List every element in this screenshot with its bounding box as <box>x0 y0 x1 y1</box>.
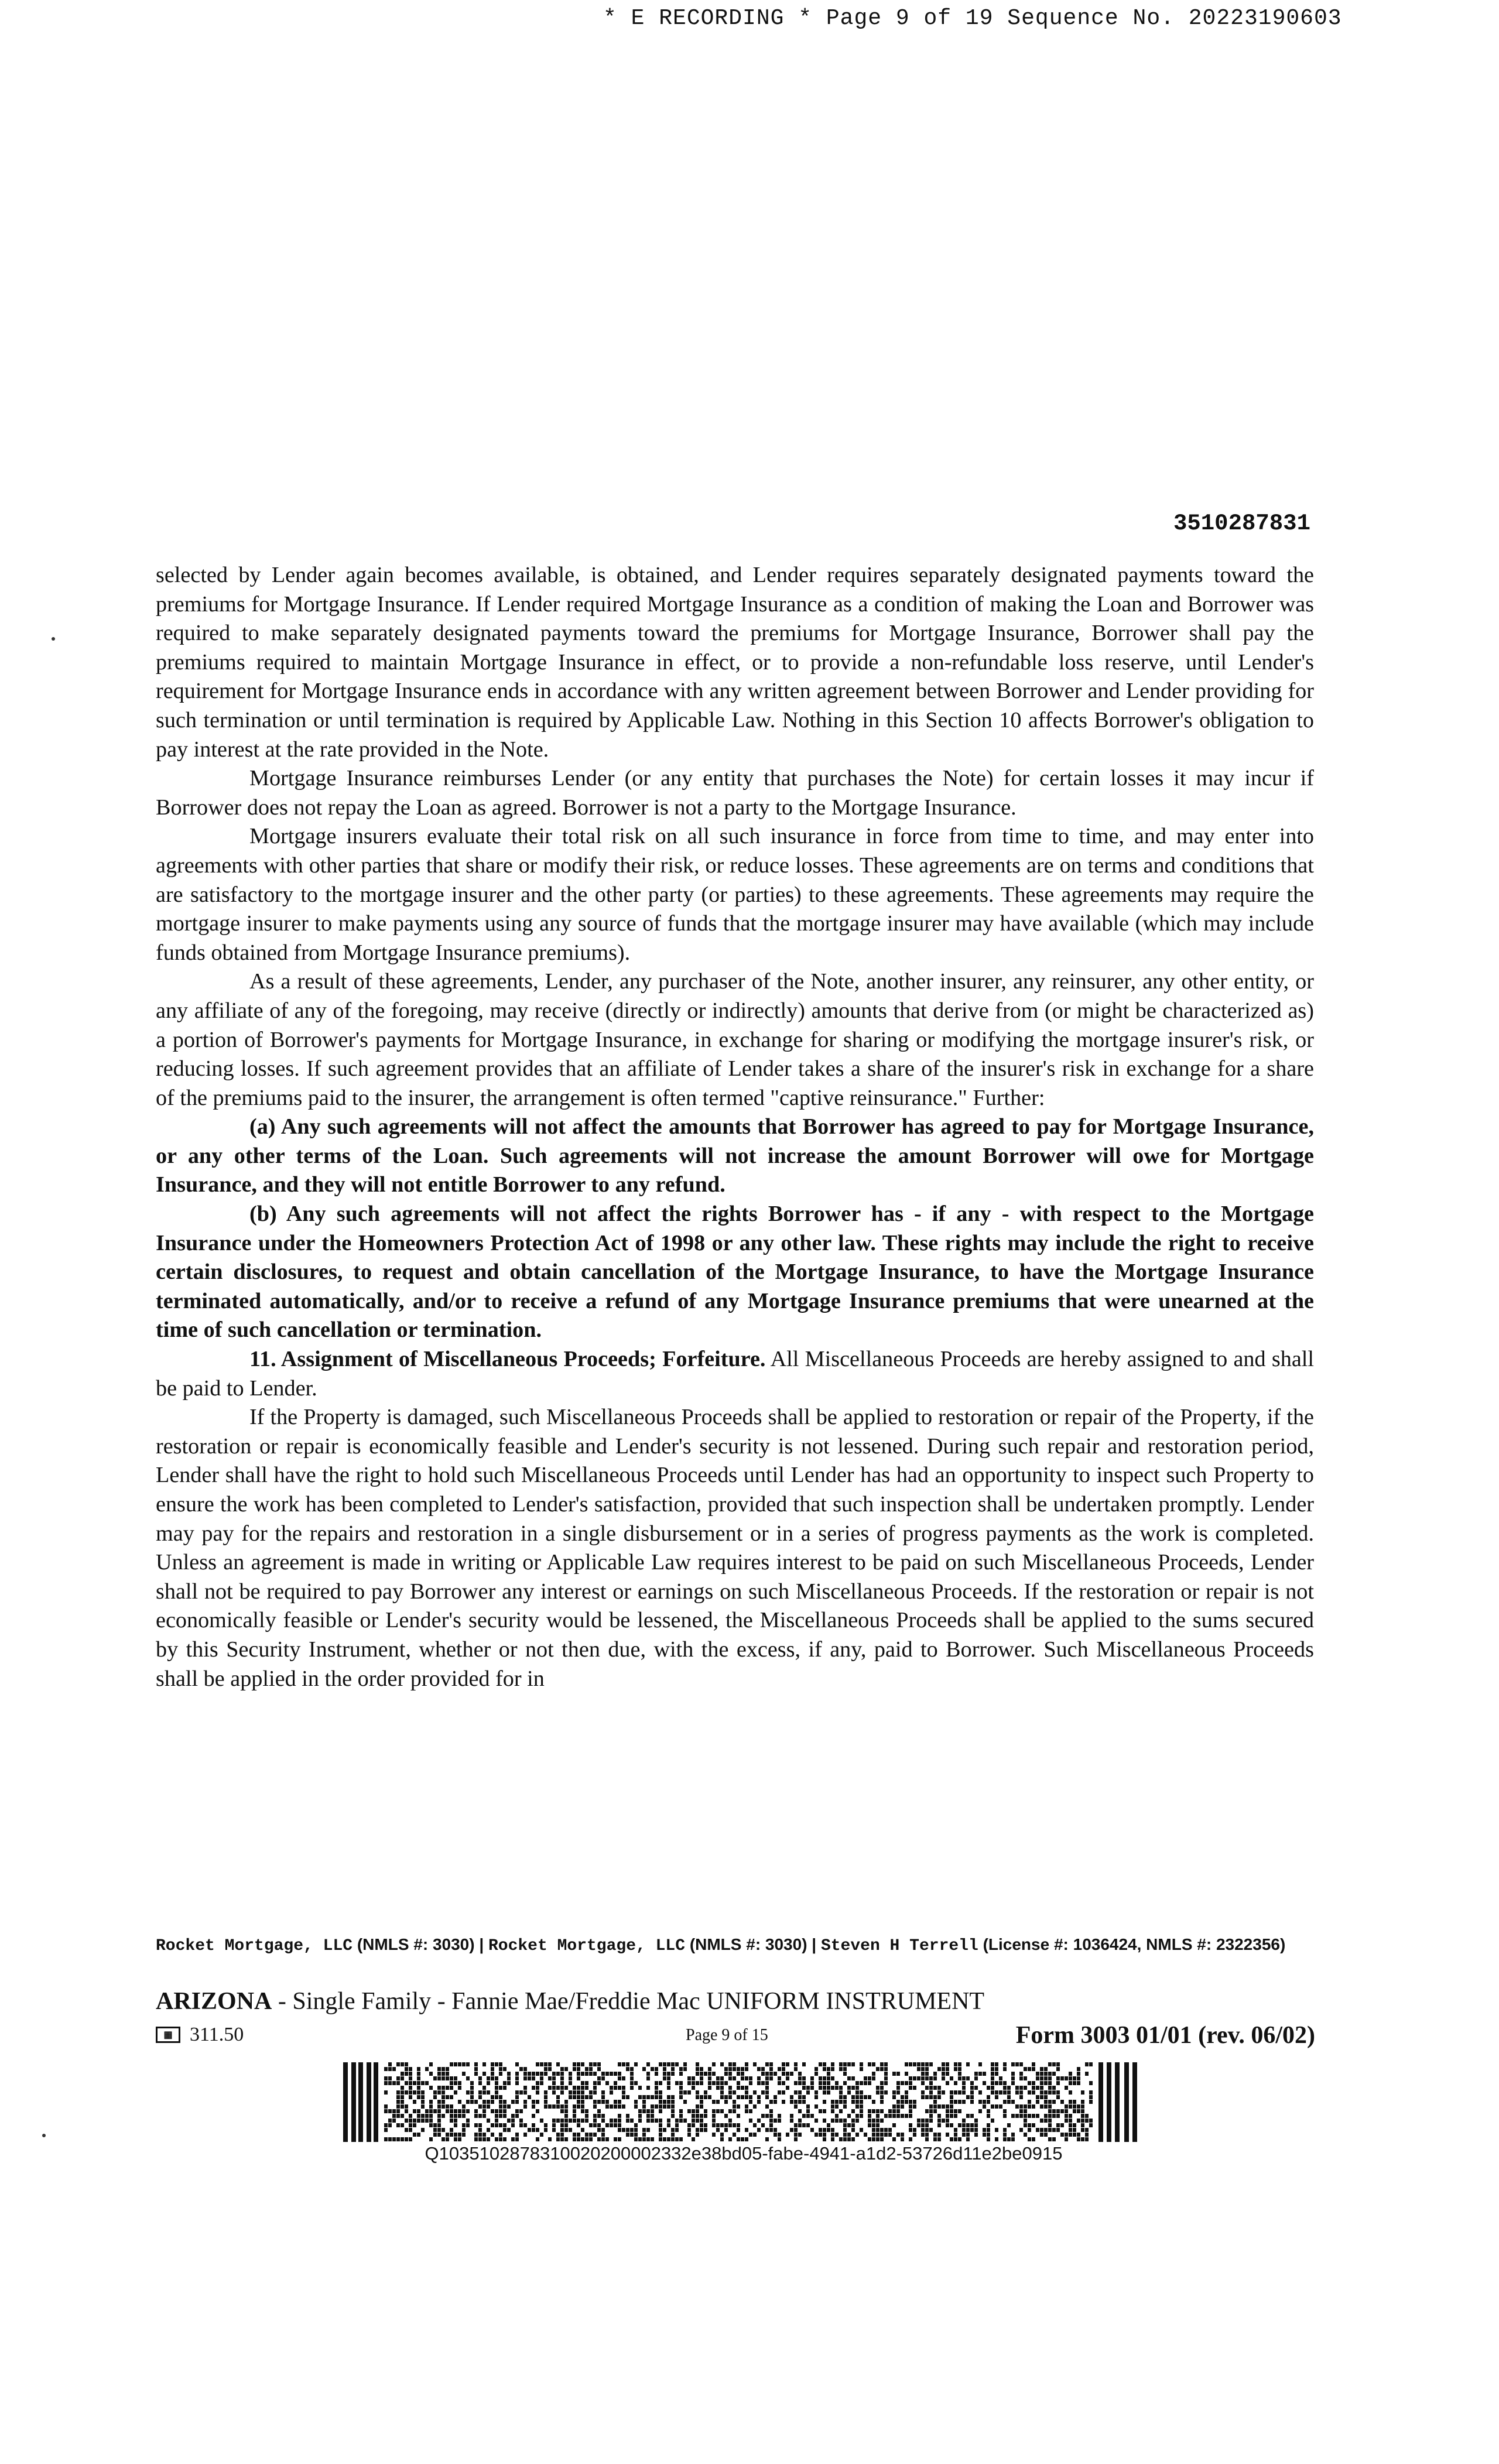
lender-name-2: Rocket Mortgage, LLC <box>488 1937 686 1955</box>
page-number: Page 9 of 15 <box>686 2026 768 2044</box>
paragraph-property-damaged: If the Property is damaged, such Miscellaneous Proceeds shall be applied to restoration or repair of the Property, if the restoration or repair is economically feasible and Lender's security is not lessened. During such repair and restoration period, Lender shall have the right to hold such Miscellaneous Proceeds until Lender has had an opportunity to inspect such Property to ensure the work has been completed to Lender's satisfaction, provided that such inspection shall be undertaken promptly. Lender may pay for the repairs and restoration in a single disbursement or in a series of progress payments as the work is completed. Unless an agreement is made in writing or Applicable Law requires interest to be paid on such Miscellaneous Proceeds, Lender shall not be required to pay Borrower any interest or earnings on such Miscellaneous Proceeds. If the restoration or repair is not economically feasible or Lender's security would be lessened, the Miscellaneous Proceeds shall be applied to the sums secured by this Security Instrument, whether or not then due, with the excess, if any, paid to Borrower. Such Miscellaneous Proceeds shall be applied in the order provided for in <box>156 1405 1314 1691</box>
barcode-image <box>343 2062 1139 2142</box>
form-number: Form 3003 01/01 (rev. 06/02) <box>1015 2022 1315 2049</box>
paragraph-continuation: selected by Lender again becomes available, is obtained, and Lender requires separately designated payments toward the premiums for Mortgage Insurance. If Lender required Mortgage Insurance as a condition of making the Loan and Borrower was required to make separately designated payments toward the premiums for Mortgage Insurance, Borrower shall pay the premiums required to maintain Mortgage Insurance in effect, or to provide a non-refundable loss reserve, until Lender's requirement for Mortgage Insurance ends in accordance with any written agreement between Borrower and Lender providing for such termination or until termination is required by Applicable Law. Nothing in this Section 10 affects Borrower's obligation to pay interest at the rate provided in the Note. <box>156 563 1314 762</box>
form-code-number: 311.50 <box>190 2024 244 2045</box>
barcode-text: Q1035102878310020200002332e38bd05-fabe-4941-a1d2-53726d11e2be0915 <box>425 2143 1063 2164</box>
lender-nmls: (NMLS #: 3030) | <box>357 1935 484 1953</box>
footer-row <box>156 2021 1315 2051</box>
paragraph-mi-reimburses: Mortgage Insurance reimburses Lender (or any entity that purchases the Note) for certain losses it may incur if Borrower does not repay the Loan as agreed. Borrower is not a party to the Mortgage Insurance. <box>156 766 1314 820</box>
form-code <box>156 2024 244 2046</box>
scan-speck <box>42 2134 46 2137</box>
paragraph-mi-insurers: Mortgage insurers evaluate their total risk on all such insurance in force from time to time, and may enter into agreements with other parties that share or modify their risk, or reduce losses. These agreements are on terms and conditions that are satisfactory to the mortgage insurer and the other party (or parties) to these agreements. These agreements may require the mortgage insurer to make payments using any source of funds that the mortgage insurer may have available (which may include funds obtained from Mortgage Insurance premiums). <box>156 824 1314 965</box>
recording-header: * E RECORDING * Page 9 of 19 Sequence No. 20223190603 <box>603 6 1342 31</box>
loan-number: 3510287831 <box>1173 511 1310 536</box>
document-body <box>156 561 1314 1693</box>
paragraph-clause-b: (b) Any such agreements will not affect the rights Borrower has - if any - with respect to the Mortgage Insurance under the Homeowners Protection Act of 1998 or any other law. These rights may include the right to receive certain disclosures, to request and obtain cancellation of the Mortgage Insurance, to have the Mortgage Insurance terminated automatically, and/or to receive a refund of any Mortgage Insurance premiums that were unearned at the time of such cancellation or termination. <box>156 1202 1314 1343</box>
originator-license: (License #: 1036424, NMLS #: 2322356) <box>983 1935 1286 1953</box>
form-title <box>156 1987 984 2015</box>
section-11-text: All Miscellaneous Proceeds are hereby assigned to and shall be paid to Lender. <box>156 1347 1314 1401</box>
paragraph-clause-a: (a) Any such agreements will not affect the amounts that Borrower has agreed to pay for Mortgage Insurance, or any other terms of the Loan. Such agreements will not increase the amount Borrower will owe for Mortgage Insurance, and they will not entitle Borrower to any refund. <box>156 1114 1314 1197</box>
form-state: ARIZONA <box>156 1988 272 2015</box>
lender-name: Rocket Mortgage, LLC <box>156 1937 353 1955</box>
form-icon: ▦ <box>156 2027 180 2043</box>
section-11-heading: 11. Assignment of Miscellaneous Proceeds; Forfeiture. <box>249 1347 766 1372</box>
form-title-text: - Single Family - Fannie Mae/Freddie Mac UNIFORM INSTRUMENT <box>272 1988 985 2015</box>
footer-company-info <box>156 1933 1315 1957</box>
paragraph-agreements: As a result of these agreements, Lender, any purchaser of the Note, another insurer, any reinsurer, any other entity, or any affiliate of any of the foregoing, may receive (directly or indirectly) amounts that derive from (or might be characterized as) a portion of Borrower's payments for Mortgage Insurance, in exchange for sharing or modifying the mortgage insurer's risk, or reducing losses. If such agreement provides that an affiliate of Lender takes a share of the insurer's risk in exchange for a share of the premiums paid to the insurer, the arrangement is often termed "captive reinsurance." Further: <box>156 969 1314 1110</box>
scan-speck <box>52 637 55 641</box>
originator-name: Steven H Terrell <box>820 1937 978 1955</box>
lender-nmls-2: (NMLS #: 3030) | <box>689 1935 817 1953</box>
section-11-paragraph <box>156 1345 1314 1403</box>
